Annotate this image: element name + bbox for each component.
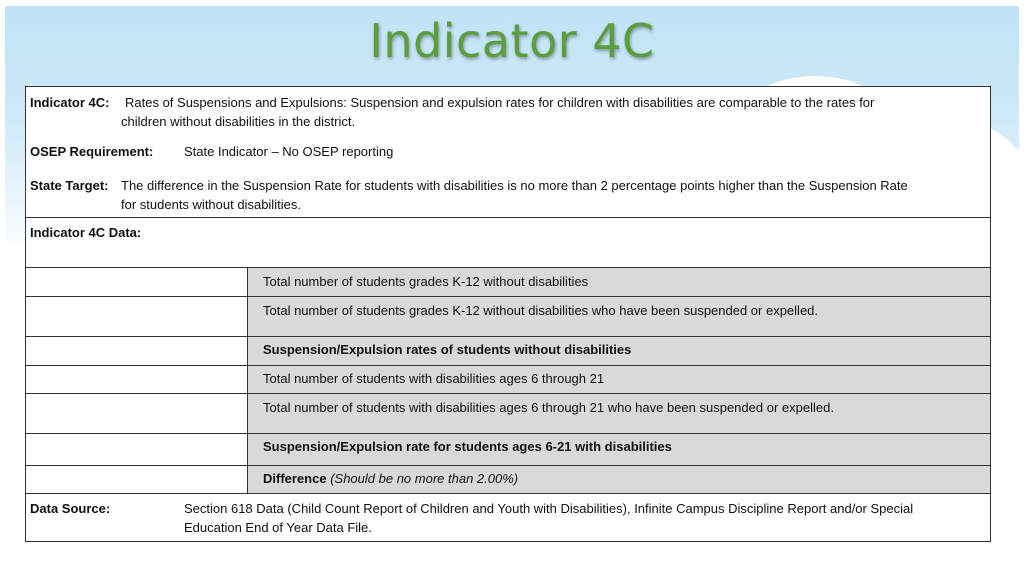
data-row-cell <box>248 366 990 394</box>
row-divider <box>26 493 990 494</box>
row-divider <box>26 365 990 366</box>
data-source-line1: Section 618 Data (Child Count Report of Children and Youth with Disabilities), Infinite Campus Discipline Report and/or Special <box>184 501 914 516</box>
row-divider <box>26 393 990 394</box>
row-divider <box>26 433 990 434</box>
data-source-line2: Education End of Year Data File. <box>184 520 372 535</box>
target-text-line2: for students without disabilities. <box>121 197 301 212</box>
data-section-label: Indicator 4C Data: <box>30 225 142 240</box>
target-label: State Target: <box>30 178 109 193</box>
data-row-cell <box>248 434 990 465</box>
data-row-cell <box>248 297 990 336</box>
data-row-cell <box>248 466 990 494</box>
data-row-text: Total number of students grades K-12 without disabilities who have been suspended or expelled. <box>263 303 819 318</box>
osep-label: OSEP Requirement: <box>30 144 154 159</box>
row-divider <box>26 336 990 337</box>
data-row-text: Total number of students with disabilities ages 6 through 21 who have been suspended or expelled. <box>263 400 834 415</box>
column-divider <box>247 268 248 494</box>
data-row-cell <box>248 268 990 296</box>
data-source-label: Data Source: <box>30 501 111 516</box>
row-divider <box>26 296 990 297</box>
data-row-text: Total number of students with disabilities ages 6 through 21 <box>263 371 605 386</box>
indicator-document <box>25 86 991 542</box>
data-row-text: Total number of students grades K-12 without disabilities <box>263 274 589 289</box>
slide-title: Indicator 4C <box>369 14 655 68</box>
difference-note: (Should be no more than 2.00%) <box>330 471 519 486</box>
divider <box>26 217 990 218</box>
indicator-text-line1: Rates of Suspensions and Expulsions: Suspension and expulsion rates for children with disabilities are comparable to the rates for <box>125 95 875 110</box>
data-row-text: Suspension/Expulsion rate for students ages 6-21 with disabilities <box>263 439 672 454</box>
difference-label: Difference <box>263 471 327 486</box>
data-row-cell <box>248 337 990 365</box>
indicator-text-line2: children without disabilities in the district. <box>121 114 356 129</box>
osep-text: State Indicator – No OSEP reporting <box>184 144 394 159</box>
row-divider <box>26 465 990 466</box>
indicator-label: Indicator 4C: <box>30 95 110 110</box>
data-row-text: Suspension/Expulsion rates of students without disabilities <box>263 342 632 357</box>
data-row-cell <box>248 394 990 433</box>
target-text-line1: The difference in the Suspension Rate for students with disabilities is no more than 2 percentage points higher than the Suspension Rate <box>121 178 908 193</box>
